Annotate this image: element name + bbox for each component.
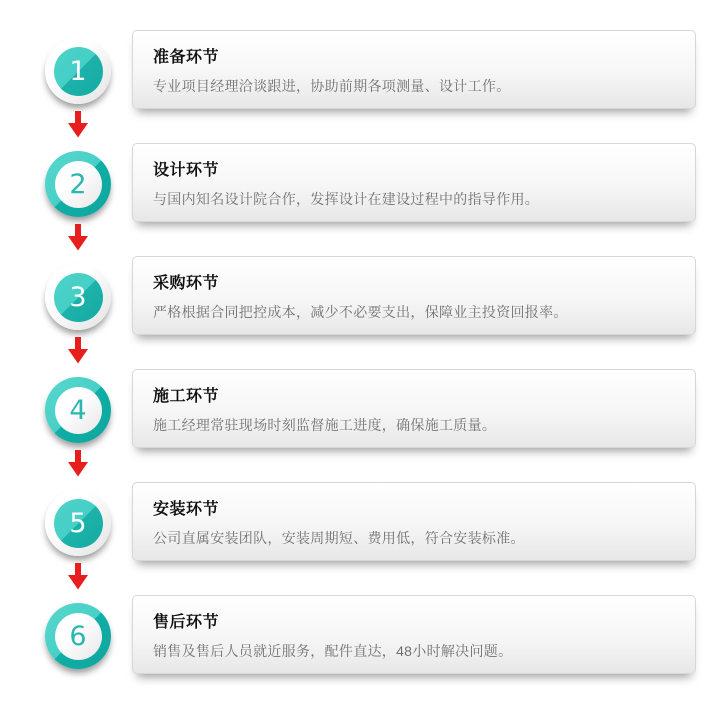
step-card [132, 143, 696, 222]
down-arrow-icon [66, 224, 90, 251]
down-arrow-icon [66, 450, 90, 477]
step-description: 销售及售后人员就近服务，配件直达，48小时解决问题。 [153, 643, 513, 659]
step-title: 采购环节 [153, 275, 220, 292]
down-arrow-icon [66, 563, 90, 590]
step-number: 6 [69, 620, 87, 652]
step-number: 3 [69, 281, 87, 313]
process-step-3 [0, 256, 718, 369]
step-title: 安装环节 [153, 501, 220, 518]
badge-core [55, 387, 102, 434]
process-step-4 [0, 369, 718, 482]
badge-core [55, 161, 102, 208]
step-title: 施工环节 [153, 388, 220, 405]
step-title: 售后环节 [153, 614, 220, 631]
step-description: 施工经理常驻现场时刻监督施工进度，确保施工质量。 [153, 417, 497, 433]
step-description: 专业项目经理洽谈跟进，协助前期各项测量、设计工作。 [153, 78, 511, 94]
badge-core [54, 499, 103, 548]
step-number: 4 [69, 394, 87, 426]
step-description: 公司直属安装团队，安装周期短、费用低，符合安装标准。 [153, 530, 525, 546]
badge-core [55, 613, 102, 660]
step-number-badge [45, 151, 111, 217]
step-number: 2 [69, 168, 87, 200]
step-number-badge [45, 264, 111, 330]
badge-core [54, 273, 103, 322]
step-card [132, 482, 696, 561]
down-arrow-icon [66, 111, 90, 138]
process-step-1 [0, 30, 718, 143]
step-number-badge [45, 377, 111, 443]
step-card [132, 595, 696, 674]
badge-core [54, 47, 103, 96]
process-step-5 [0, 482, 718, 595]
step-number: 5 [69, 507, 87, 539]
process-step-6 [0, 595, 718, 708]
step-description: 与国内知名设计院合作，发挥设计在建设过程中的指导作用。 [153, 191, 540, 207]
step-card [132, 256, 696, 335]
step-number-badge [45, 603, 111, 669]
step-description: 严格根据合同把控成本，减少不必要支出，保障业主投资回报率。 [153, 304, 568, 320]
step-number-badge [45, 38, 111, 104]
step-number-badge [45, 490, 111, 556]
step-title: 准备环节 [153, 49, 220, 66]
step-card [132, 369, 696, 448]
process-step-2 [0, 143, 718, 256]
step-number: 1 [69, 55, 87, 87]
step-title: 设计环节 [153, 162, 220, 179]
down-arrow-icon [66, 337, 90, 364]
step-card [132, 30, 696, 109]
